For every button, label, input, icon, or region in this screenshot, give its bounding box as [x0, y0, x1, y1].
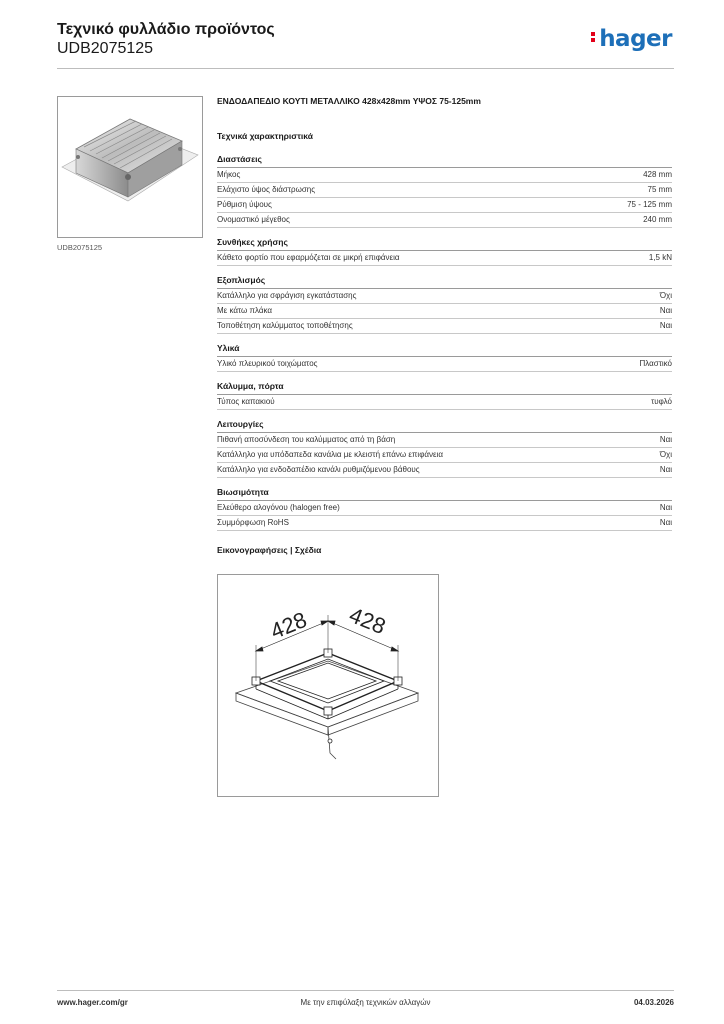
footer-date: 04.03.2026	[633, 998, 674, 1007]
footer-website-link[interactable]: www.hager.com/gr	[57, 998, 128, 1007]
dimension-right-label: 428	[345, 602, 390, 640]
spec-value: 1,5 kN	[648, 253, 672, 262]
spec-row	[217, 433, 672, 448]
spec-label: Κατάλληλο για σφράγιση εγκατάστασης	[217, 291, 357, 300]
spec-label: Πιθανή αποσύνδεση του καλύμματος από τη βάση	[217, 435, 396, 444]
section-title: Βιωσιμότητα	[217, 487, 672, 501]
logo-dots-icon	[591, 30, 596, 44]
spec-label: Ελεύθερο αλογόνου (halogen free)	[217, 503, 340, 512]
footer-note: Με την επιφύλαξη τεχνικών αλλαγών	[300, 998, 431, 1007]
product-code: UDB2075125	[57, 40, 154, 57]
floor-box-drawing-icon	[218, 575, 438, 796]
spec-section	[217, 419, 672, 478]
section-title: Διαστάσεις	[217, 154, 672, 168]
technical-specs-heading: Τεχνικά χαρακτηριστικά	[217, 131, 313, 141]
spec-label: Κατάλληλο για ενδοδαπέδιο κανάλι ρυθμιζόμενου βάθους	[217, 465, 420, 474]
spec-label: Μήκος	[217, 170, 241, 179]
section-title: Συνθήκες χρήσης	[217, 237, 672, 251]
section-title: Κάλυμμα, πόρτα	[217, 381, 672, 395]
spec-value: Ναι	[659, 465, 672, 474]
illustrations-heading: Εικονογραφήσεις | Σχέδια	[217, 545, 322, 555]
spec-row	[217, 304, 672, 319]
spec-section	[217, 343, 672, 372]
spec-label: Κατάλληλο για υπόδαπεδα κανάλια με κλειστή επάνω επιφάνεια	[217, 450, 443, 459]
spec-value: Ναι	[659, 503, 672, 512]
spec-row	[217, 319, 672, 334]
spec-row	[217, 213, 672, 228]
spec-value: 75 mm	[647, 185, 672, 194]
spec-label: Ελάχιστο ύψος διάστρωσης	[217, 185, 316, 194]
section-title: Λειτουργίες	[217, 419, 672, 433]
spec-label: Υλικό πλευρικού τοιχώματος	[217, 359, 318, 368]
product-photo	[57, 96, 203, 238]
spec-label: Με κάτω πλάκα	[217, 306, 273, 315]
footer-divider	[57, 990, 674, 991]
spec-row	[217, 168, 672, 183]
spec-row	[217, 251, 672, 266]
spec-row	[217, 501, 672, 516]
spec-value: Ναι	[659, 435, 672, 444]
spec-value: Πλαστικό	[639, 359, 672, 368]
section-title: Εξοπλισμός	[217, 275, 672, 289]
dimension-drawing	[217, 574, 439, 797]
floor-box-photo-icon	[58, 97, 202, 237]
spec-value: 428 mm	[643, 170, 672, 179]
logo-text: hager	[599, 26, 672, 52]
photo-caption: UDB2075125	[57, 243, 103, 252]
hager-logo	[591, 26, 672, 52]
spec-row	[217, 183, 672, 198]
spec-section	[217, 237, 672, 266]
spec-section	[217, 275, 672, 334]
spec-label: Ρύθμιση ύψους	[217, 200, 272, 209]
spec-label: Τύπος καπακιού	[217, 397, 275, 406]
spec-value: Ναι	[659, 306, 672, 315]
spec-row	[217, 516, 672, 531]
spec-label: Κάθετο φορτίο που εφαρμόζεται σε μικρή επιφάνεια	[217, 253, 400, 262]
spec-label: Ονομαστικό μέγεθος	[217, 215, 290, 224]
header-divider	[57, 68, 674, 69]
spec-content	[217, 96, 672, 555]
product-title: ΕΝΔΟΔΑΠΕΔΙΟ ΚΟΥΤΙ ΜΕΤΑΛΛΙΚΟ 428x428mm ΥΨΟΣ 75-125mm	[217, 96, 481, 106]
spec-value: Όχι	[659, 450, 672, 459]
spec-label: Τοποθέτηση καλύμματος τοποθέτησης	[217, 321, 353, 330]
spec-row	[217, 357, 672, 372]
spec-value: Ναι	[659, 518, 672, 527]
spec-row	[217, 395, 672, 410]
spec-section	[217, 154, 672, 228]
spec-value: Ναι	[659, 321, 672, 330]
spec-sections	[217, 154, 672, 531]
section-title: Υλικά	[217, 343, 672, 357]
spec-section	[217, 487, 672, 531]
spec-value: Όχι	[659, 291, 672, 300]
page-header	[57, 20, 674, 68]
spec-section	[217, 381, 672, 410]
spec-value: 75 - 125 mm	[627, 200, 672, 209]
spec-label: Συμμόρφωση RoHS	[217, 518, 289, 527]
spec-row	[217, 448, 672, 463]
spec-value: 240 mm	[643, 215, 672, 224]
spec-row	[217, 289, 672, 304]
dimension-left-label: 428	[266, 606, 311, 644]
spec-row	[217, 198, 672, 213]
spec-row	[217, 463, 672, 478]
document-title: Τεχνικό φυλλάδιο προϊόντος	[57, 21, 275, 38]
spec-value: τυφλό	[651, 397, 672, 406]
